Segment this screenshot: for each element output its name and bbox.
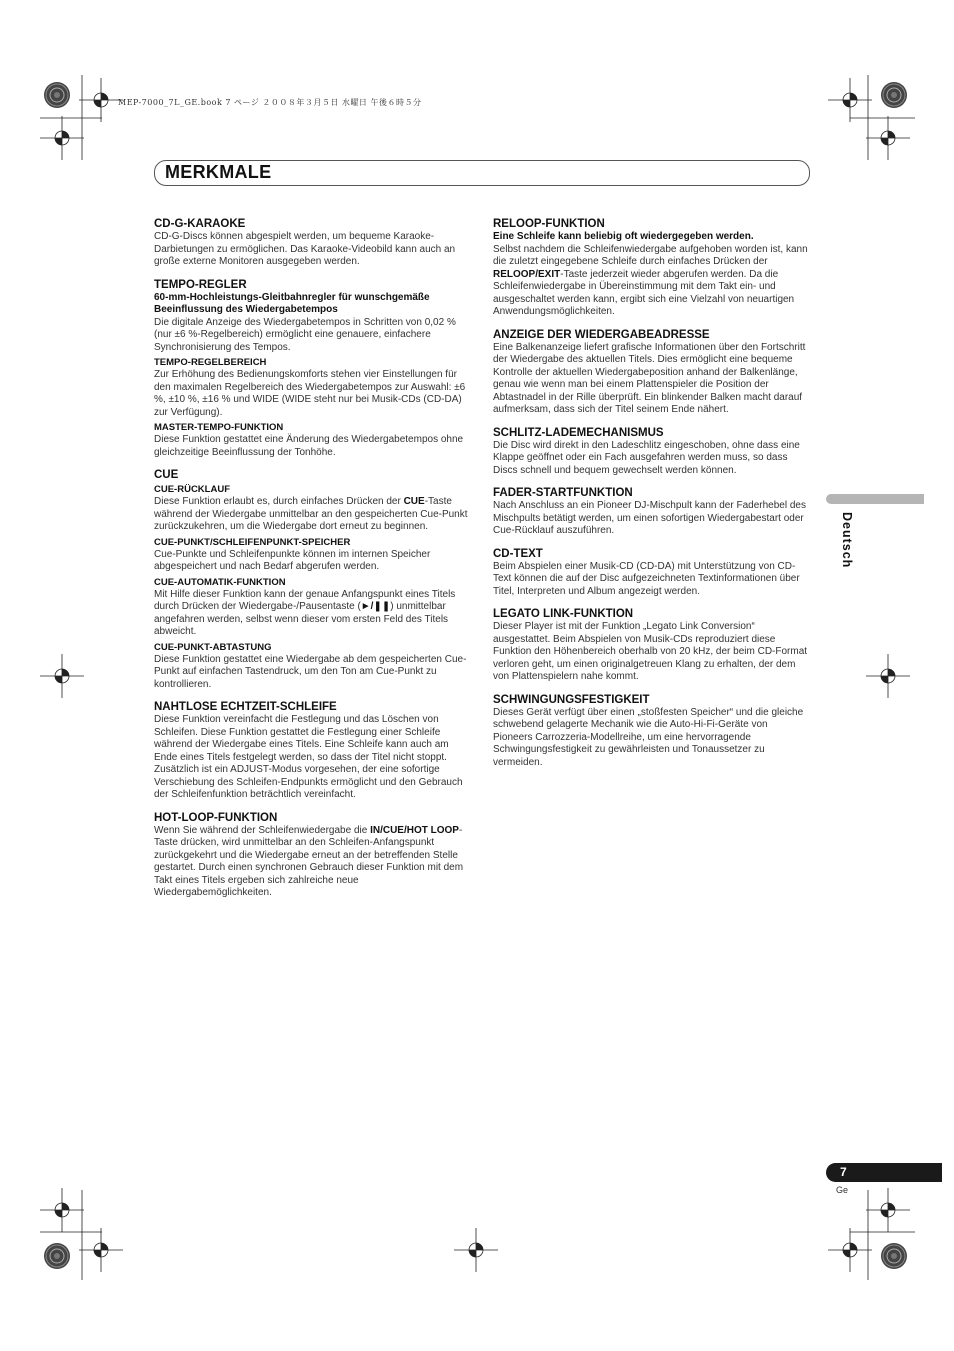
section-text: Wenn Sie während der Schleifenwiedergabe die IN/CUE/HOT LOOP-Taste drücken, wird unmittelbar an den Schleifen-Anfangspunkt zurückgekehrt und die Wiedergabe erneut an der betreffenden Stelle gestartet. Durch einen synchronen Gebrauch dieser Funktion mit dem Takt eines Titels ergeben sich zahlreiche neue Wiedergabemöglichkeiten. xyxy=(154,824,464,898)
subsection-text: Diese Funktion erlaubt es, durch einfaches Drücken der CUE-Taste während der Wiedergabe unmittelbar an den gespeicherten Cue-Punkt zurückzukehren, um die Wiedergabe dort erneut zu beginnen. xyxy=(154,496,468,532)
section-heading: NAHTLOSE ECHTZEIT-SCHLEIFE xyxy=(154,701,337,713)
section-text: Die digitale Anzeige des Wiedergabetempos in Schritten von 0,02 % (nur ±6 %-Regelbereich) ermöglicht eine genauere, einfachere Synchronisierung des Tempos. xyxy=(154,316,456,353)
right-column xyxy=(493,218,809,779)
page-title-bar xyxy=(154,160,810,186)
print-file-info: MEP-7000_7L_GE.book 7 ページ ２００８年３月５日 水曜日 午後６時５分 xyxy=(118,98,422,107)
section-text: Eine Balkenanzeige liefert grafische Informationen über den Fortschritt der Wiedergabe des aktuellen Titels. Dies ermöglicht eine bequeme Kontrolle der aktuellen Wiedergabeposition anhand der Balkenlänge, genau wie wenn man bei einem Plattenspieler die Position der Abtastnadel in der Rille überprüft. Ein blinkender Balken macht darauf aufmerksam, dass sich der Titel seinem Ende nähert. xyxy=(493,341,806,415)
section-text: Selbst nachdem die Schleifenwiedergabe aufgehoben worden ist, kann die zuletzt eingegebene Schleife durch einfaches Drücken der RELOOP/EXIT-Taste jederzeit wieder abgerufen werden. Da die Schleifenwiedergabe in Übereinstimmung mit dem Takt ein- und ausgeschaltet werden kann, ergibt sich eine Vielzahl von neuartigen Anwendungsmöglichkeiten. xyxy=(493,243,808,317)
section-heading: RELOOP-FUNKTION xyxy=(493,218,605,230)
section-subheading: 60-mm-Hochleistungs-Gleitbahnregler für wunschgemäße Beeinflussung des Wiedergabetempos xyxy=(154,291,430,315)
subsection-title: CUE-AUTOMATIK-FUNKTION xyxy=(154,576,286,588)
section-seamless-loop xyxy=(154,701,470,802)
section-cd-text xyxy=(493,548,809,599)
subsection-title: CUE-RÜCKLAUF xyxy=(154,484,230,495)
reg-mark-right-middle xyxy=(866,654,910,698)
section-text: Dieser Player ist mit der Funktion „Legato Link Conversion“ ausgestattet. Beim Abspielen von Musik-CDs reproduziert diese Funktion den Höhenbereich oberhalb von 20 kHz, der beim CD-Format verloren geht, um einen originalgetreuen Klang zu erhalten, der dem von Plattenspielern nahe kommt. xyxy=(493,621,808,682)
section-heading: CD-TEXT xyxy=(493,547,543,560)
subsection-title: TEMPO-REGELBEREICH xyxy=(154,357,267,368)
subsection-text: Zur Erhöhung des Bedienungskomforts stehen vier Einstellungen für den maximalen Regelbereich des Wiedergabetempos zur Auswahl: ±6 %, ±10 %, ±16 % und WIDE (WIDE steht nur bei Musik-CDs (CD-DA) zur Verfügung). xyxy=(154,369,466,418)
section-heading: ANZEIGE DER WIEDERGABEADRESSE xyxy=(493,328,710,341)
reg-mark-bottom-left xyxy=(40,1188,123,1280)
subsection-title: MASTER-TEMPO-FUNKTION xyxy=(154,422,284,433)
section-fader-start xyxy=(493,487,809,538)
reg-mark-top-right xyxy=(828,75,915,160)
section-slot-loading xyxy=(493,427,809,478)
section-text: CD-G-Discs können abgespielt werden, um bequeme Karaoke-Darbietungen zu ermöglichen. Das Karaoke-Videobild kann auch an große externe Monitoren ausgegeben werden. xyxy=(154,231,456,267)
page-title: MERKMALE xyxy=(165,162,272,182)
subsection-title: CUE-PUNKT/SCHLEIFENPUNKT-SPEICHER xyxy=(154,536,351,548)
section-hot-loop xyxy=(154,812,470,900)
subsection-text: Diese Funktion gestattet eine Änderung des Wiedergabetempos ohne gleichzeitige Beeinflussung der Tonhöhe. xyxy=(154,434,464,458)
section-legato-link xyxy=(493,608,809,684)
language-label: Deutsch xyxy=(840,512,854,569)
page-language-code: Ge xyxy=(836,1185,849,1195)
subsection-text: Cue-Punkte und Schleifenpunkte können im internen Speicher abgespeichert und nach Bedarf abgerufen werden. xyxy=(154,548,431,572)
section-heading: LEGATO LINK-FUNKTION xyxy=(493,608,634,620)
section-text: Nach Anschluss an ein Pioneer DJ-Mischpult kann der Faderhebel des Mischpults betätigt werden, um einen sofortigen Wiedergabestart oder Cue-Rücklauf auszuführen. xyxy=(493,500,806,536)
section-heading: TEMPO-REGLER xyxy=(154,278,247,291)
reg-mark-bottom-center xyxy=(454,1228,498,1272)
subsection-text: Mit Hilfe dieser Funktion kann der genaue Anfangspunkt eines Titels durch Drücken der Wiedergabe-/Pausentaste (►/❚❚) unmittelbar angefahren werden, selbst wenn dieser vom ersten Feld des Titels abweicht. xyxy=(154,588,456,637)
section-heading: HOT-LOOP-FUNKTION xyxy=(154,811,278,824)
subsection-text: Diese Funktion gestattet eine Wiedergabe ab dem gespeicherten Cue-Punkt auf einfachen Tastendruck, um den Ton am Cue-Punkt zu kontrollieren. xyxy=(154,653,467,690)
reg-mark-bottom-right xyxy=(828,1188,915,1280)
page-number: 7 xyxy=(840,1165,847,1179)
section-tempo-regler xyxy=(154,279,470,460)
subsection-title: CUE-PUNKT-ABTASTUNG xyxy=(154,641,272,653)
section-heading: SCHWINGUNGSFESTIGKEIT xyxy=(493,693,650,706)
section-text: Die Disc wird direkt in den Ladeschlitz eingeschoben, ohne dass eine Klappe geöffnet oder ein Fach ausgefahren werden muss, so dass Discs schnell und bequem gewechselt werden können. xyxy=(493,439,800,476)
section-heading: CD-G-KARAOKE xyxy=(154,218,246,230)
section-text: Dieses Gerät verfügt über einen „stoßfesten Speicher“ und die gleiche schwebend gelagerte Mechanik wie die Auto-Hi-Fi-Geräte von Pioneers Carrozzeria-Modellreihe, um eine hervorragende Schwingungsfestigkeit zu gewährleisten und Tonaussetzer zu vermeiden. xyxy=(493,706,804,768)
section-playback-address xyxy=(493,329,809,417)
section-cdg-karaoke xyxy=(154,218,470,269)
left-column xyxy=(154,218,470,910)
section-text: Diese Funktion vereinfacht die Festlegung und das Löschen von Schleifen. Diese Funktion gestattet die Festlegung einer Schleife während der Wiedergabe eines Titels. Eine Schleife kann auch am Ende eines Titels festgelegt werden, so dass der Titel nicht stoppt. Zusätzlich ist ein ADJUST-Modus vorgesehen, der eine sofortige Verschiebung des Schleifen-Endpunkts ermöglicht und den Gebrauch der Schleifenfunktion beträchtlich vereinfacht. xyxy=(154,714,463,800)
section-reloop xyxy=(493,218,809,319)
section-heading: CUE xyxy=(154,469,179,481)
reg-mark-left-middle xyxy=(40,654,84,698)
section-heading: SCHLITZ-LADEMECHANISMUS xyxy=(493,426,664,439)
section-subheading: Eine Schleife kann beliebig oft wiedergegeben werden. xyxy=(493,231,754,242)
section-heading: FADER-STARTFUNKTION xyxy=(493,487,633,499)
section-cue xyxy=(154,469,470,691)
language-tab-bar xyxy=(826,494,924,504)
section-vibration xyxy=(493,694,809,770)
section-text: Beim Abspielen einer Musik-CD (CD-DA) mit Unterstützung von CD-Text können die auf der Disc aufgezeichneten Textinformationen über Titel, Interpreten und Album angezeigt werden. xyxy=(493,560,800,597)
reg-mark-top-left xyxy=(40,75,123,160)
